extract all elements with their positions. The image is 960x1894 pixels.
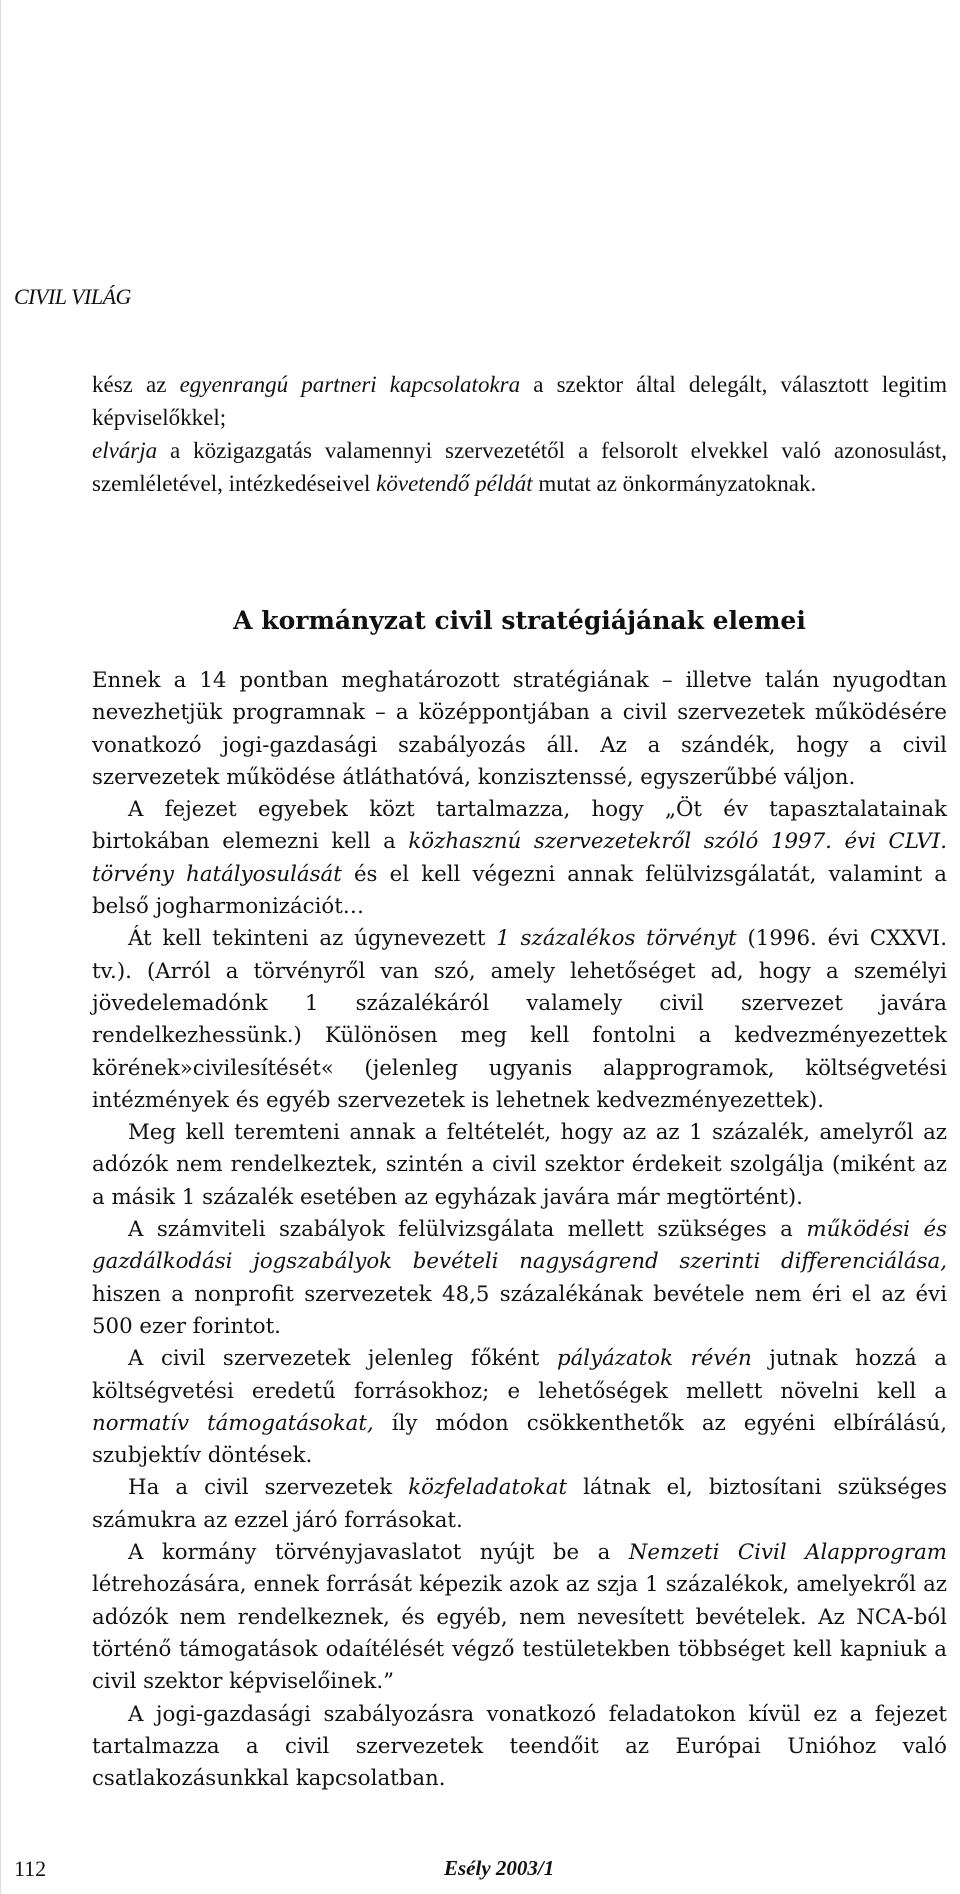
text-run: íly módon csökkenthetők az egyéni elbírálású, szubjektív döntések.: [92, 1410, 948, 1469]
text-run: látnak el, biztosítani szükséges számukra az ezzel járó forrásokat.: [92, 1475, 947, 1533]
italic-text: közfeladatokat: [408, 1475, 568, 1501]
text-run: Meg kell teremteni annak a feltételét, hogy az az 1 százalék, amelyről az adózók nem rendelkeztek, szintén a civil szektor érdekeit szolgálja (miként az a másik 1 százalék esetében az egyházak javára már megtörtént).: [92, 1120, 947, 1210]
text-run: Ha a civil szervezetek: [128, 1475, 409, 1501]
italic-text: normatív támogatásokat,: [92, 1410, 374, 1436]
section-heading: A kormányzat civil stratégiájának elemei: [233, 606, 806, 635]
body-paragraph: [92, 1117, 947, 1214]
body-paragraph: [92, 1699, 947, 1796]
text-run: A fejezet egyebek közt tartalmazza, hogy „Öt év tapasztalatainak birtokában elemezni kell a: [92, 797, 947, 855]
text-run: jutnak hozzá a költségvetési eredetű forrásokhoz; e lehetőségek mellett növelni kell a: [92, 1346, 947, 1404]
text-run: hiszen a nonprofit szervezetek 48,5 százalékának bevétele nem éri el az évi 500 ezer forintot.: [92, 1281, 947, 1339]
body-paragraph: [92, 1472, 947, 1537]
body-text: [92, 665, 947, 1795]
page-edge: [0, 0, 1, 1894]
italic-text: pályázatok révén: [556, 1346, 752, 1372]
italic-text: 1 százalékos törvényt: [496, 926, 737, 952]
text-run: létrehozására, ennek forrását képezik azok az szja 1 százalékok, amelyekről az adózók nem rendelkeznek, és egyéb, nem nevesített bevételek. Az NCA-ból történő támogatások odaítélését végző testületekben többséget kell kapniuk a civil szektor képviselőinek.”: [92, 1572, 947, 1695]
body-paragraph: [92, 923, 947, 1117]
body-paragraph: [92, 1214, 947, 1343]
italic-text: elvárja: [92, 438, 158, 463]
text-run: A számviteli szabályok felülvizsgálata mellett szükséges a: [128, 1217, 807, 1243]
intro-text: [92, 368, 947, 500]
body-paragraph: [92, 1343, 947, 1472]
page-number: 112: [14, 1856, 47, 1881]
running-head: CIVIL VILÁG: [14, 284, 131, 309]
italic-text: működési és gazdálkodási jogszabályok bevételi nagyságrend szerinti differenciálása,: [92, 1217, 948, 1275]
italic-text: követendő példát: [376, 471, 533, 496]
italic-text: egyenrangú partneri kapcsolatokra: [179, 372, 521, 397]
text-run: Ennek a 14 pontban meghatározott stratégiának – illetve talán nyugodtan nevezhetjük programnak – a középpontjában a civil szervezetek működésére vonatkozó jogi-gazdasági szabályozás áll. Az a szándék, hogy a civil szervezetek működése átláthatóvá, konzisztenssé, egyszerűbbé váljon.: [92, 668, 947, 790]
intro-paragraph: [92, 368, 947, 434]
text-run: a közigazgatás valamennyi szervezetétől a felsorolt elvekkel való azonosulást, szemléletével, intézkedéseivel: [92, 438, 947, 496]
text-run: (1996. évi CXXVI. tv.). (Arról a törvényről van szó, amely lehetőséget ad, hogy a személyi jövedelemadónk 1 százalékáról valamely civil szervezet javára rendelkezhessünk.) Különösen meg kell fontolni a kedvezményezettek körének»civilesítését« (jelenleg ugyanis alapprogramok, költségvetési intézmények és egyéb szervezetek is lehetnek kedvezményezettek).: [92, 926, 947, 1113]
text-run: és el kell végezni annak felülvizsgálatát, valamint a belső jogharmonizációt…: [92, 861, 947, 920]
text-run: A civil szervezetek jelenleg főként: [128, 1346, 557, 1372]
text-run: A kormány törvényjavaslatot nyújt be a: [128, 1540, 629, 1566]
body-paragraph: [92, 794, 947, 923]
intro-paragraph: [92, 434, 947, 500]
journal-footer: Esély 2003/1: [444, 1856, 555, 1880]
body-paragraph: [92, 665, 947, 794]
text-run: A jogi-gazdasági szabályozásra vonatkozó feladatokon kívül ez a fejezet tartalmazza a civil szervezetek teendőit az Európai Unióhoz való csatlakozásunkkal kapcsolatban.: [92, 1701, 947, 1792]
italic-text: közhasznú szervezetekről szóló 1997. évi CLVI. törvény hatályosulását: [92, 829, 947, 887]
text-run: Át kell tekinteni az úgynevezett: [128, 926, 497, 952]
text-run: a szektor által delegált, választott legitim képviselőkkel;: [92, 372, 947, 430]
body-paragraph: [92, 1537, 947, 1698]
text-run: mutat az önkormányzatoknak.: [532, 471, 817, 496]
text-run: kész az: [92, 372, 180, 397]
italic-text: Nemzeti Civil Alapprogram: [628, 1540, 947, 1566]
